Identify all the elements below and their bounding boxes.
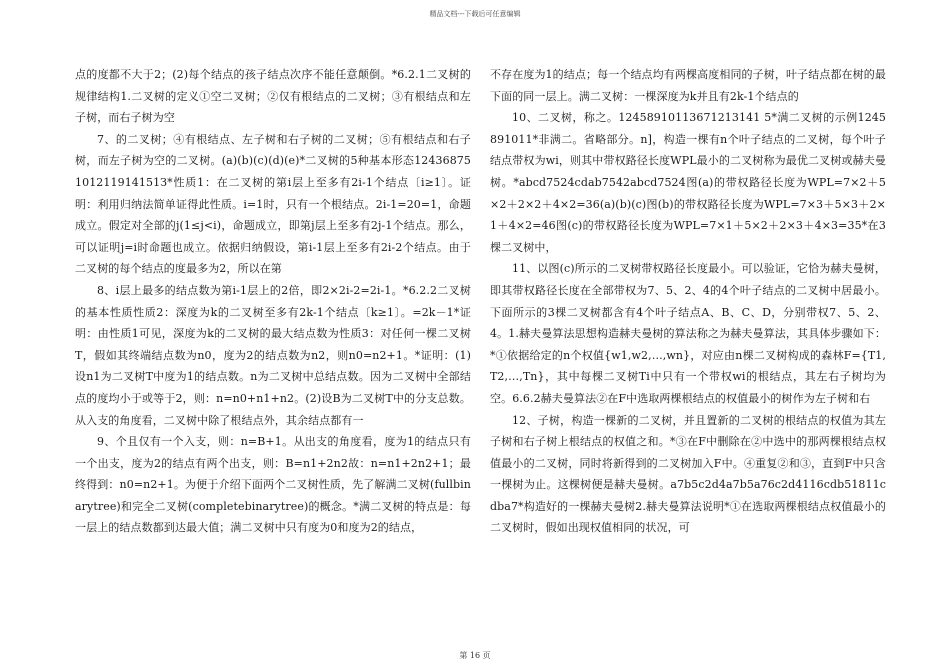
paragraph: 11、以图(c)所示的二叉树带权路径长度最小。可以验证，它恰为赫夫曼树，即其带权路径长度在全部带权为7、5、2、4的4个叶子结点的二叉树中居最小。下面所示的3棵二叉树都含有4个叶子结点A、B、C、D，分别带权7、5、2、4。1.赫夫曼算法思想构造赫夫曼树的算法称之为赫夫曼算法，其具体步骤如下：*①依据给定的n个权值{w1,w2,…,wn}，对应由n棵二叉树构成的森林F={T1,T2,…,Tn}，其中每棵二叉树Ti中只有一个带权wi的根结点，其左右子树均为空。6.6.2赫夫曼算法②在F中选取两棵根结点的权值最小的树作为左子树和右 xyxy=(490,262,886,405)
paragraph: 7、的二叉树；④有根结点、左子树和右子树的二叉树；⑤有根结点和右子树，而左子树为空的二叉树。(a)(b)(c)(d)(e)*二叉树的5种基本形态12436875101211914151З*性质1：在二叉树的第i层上至多有2i-1个结点〔i≥1〕。证明：利用归纳法简单证得此性质。i=1时，只有一个根结点。2i-1=20=1，命题成立。假定对全部的j(1≤j<i)，命题成立，即第j层上至多有2j-1个结点。那么，可以证明j=i时命题也成立。依据归纳假设，第i-1层上至多有2i-2个结点。由于二叉树的每个结点的度最多为2，所以在第 xyxy=(75,132,471,276)
paragraph: 8、i层上最多的结点数为第i-1层上的2倍，即2×2i-2=2i-1。*6.2.2二叉树的基本性质性质2：深度为k的二叉树至多有2k-1个结点〔k≥1〕。=2k－1*证明：由性质1可见，深度为k的二叉树的最大结点数为性质3：对任何一棵二叉树T，假如其终端结点数为n0，度为2的结点数为n2，则n0=n2+1。*证明：(1)设n1为二叉树T中度为1的结点数。n为二叉树中总结点数。因为二叉树中全部结点的度均小于或等于2，则：n=n0+n1+n2。(2)设B为二叉树T中的分支总数。从入支的角度看，二叉树中除了根结点外，其余结点都有一 xyxy=(75,283,471,427)
paragraph: 10、二叉树，称之。12458910113671213141 5*满二叉树的示例1245891011*非满二。省略部分。n]，构造一棵有n个叶子结点的二叉树，每个叶子结点带权为wi，则其中带权路径长度WPL最小的二叉树称为最优二叉树或赫夫曼树。*abcd7524cdab7542abcd7524图(a)的带权路径长度为WPL=7×2＋5×2＋2×2＋4×2=36(a)(b)(c)图(b)的带权路径长度为WPL=7×3＋5×3＋2×1＋4×2=46图(c)的带权路径长度为WPL=7×1＋5×2＋2×3＋4×3=35*在3棵二叉树中， xyxy=(490,111,886,254)
right-column xyxy=(490,64,886,539)
page-number: 第 16 页 xyxy=(459,651,491,660)
paragraph: 12、子树，构造一棵新的二叉树，并且置新的二叉树的根结点的权值为其左子树和右子树上根结点的权值之和。*③在F中删除在②中选中的那两棵根结点权值最小的二叉树，同时将新得到的二叉树加入F中。④重复②和③，直到F中只含一棵树为止。这棵树便是赫夫曼树。a7b5c2d4a7b5a76c2d4116cdb51811cdba7*构造好的一棵赫夫曼树2.赫夫曼算法说明*①在选取两棵根结点权值最小的二叉树时，假如出现权值相同的状况，可 xyxy=(490,413,886,535)
page-header: 精品文档---下载后可任意编辑 xyxy=(429,10,521,18)
paragraph: 不存在度为1的结点；每一个结点均有两棵高度相同的子树，叶子结点都在树的最下面的同一层上。满二叉树：一棵深度为k并且有2k-1个结点的 xyxy=(490,68,886,103)
left-column xyxy=(75,64,471,539)
paragraph: 9、个且仅有一个入支，则：n=B+1。从出支的角度看，度为1的结点只有一个出支，度为2的结点有两个出支，则：B=n1+2n2故：n=n1+2n2+1；最终得到：n0=n2+1。为便于介绍下面两个二叉树性质，先了解满二叉树(fullbinarytree)和完全二叉树(completebinarytree)的概念。*满二叉树的特点是：每一层上的结点数都到达最大值；满二叉树中只有度为0和度为2的结点， xyxy=(75,435,471,535)
paragraph: 点的度都不大于2；(2)每个结点的孩子结点次序不能任意颠倒。*6.2.1二叉树的规律结构1.二叉树的定义①空二叉树；②仅有根结点的二叉树；③有根结点和左子树，而右子树为空 xyxy=(75,68,471,125)
